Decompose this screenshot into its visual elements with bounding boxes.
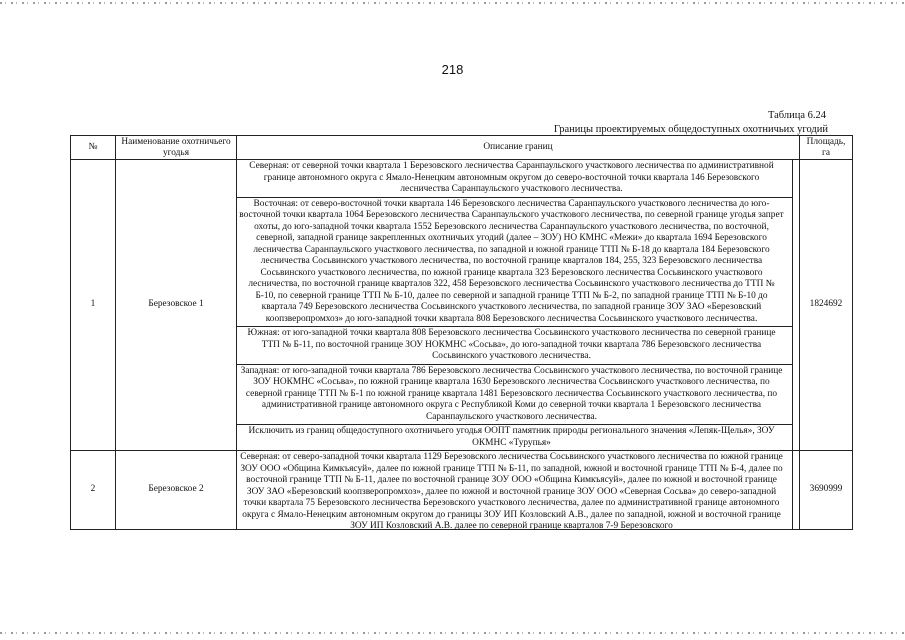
- table-title: Границы проектируемых общедоступных охотничьих угодий: [553, 124, 828, 135]
- row-number: 2: [71, 451, 116, 530]
- row-area: 3690999: [800, 451, 853, 530]
- row-area: 1824692: [800, 160, 853, 451]
- boundary-west: Западная: от юго-западной точки квартала 786 Березовского лесничества Сосьвинского участкового лесничества, по восточной границе ЗОУ НОКМНС «Сосьва», по южной границе квартала 1630 Березовского лесничества Сосьвинского участкового лесничества, по северной границе ТТП № Б-1 по южной границе квартала 1481 Березовского лесничества Сосьвинского участкового лесничества, по административной границе автономного округа с Республикой Коми до северной точки квартала 1 Березовского лесничества Саранпаульского участкового лесничества.: [237, 365, 793, 426]
- header-boundary-description: Описание границ: [237, 136, 800, 160]
- row-descriptions: [237, 451, 800, 530]
- table-row: [71, 160, 853, 451]
- boundary-east: Восточная: от северо-восточной точки квартала 146 Березовского лесничества Саранпаульского участкового лесничества до юго-восточной точки квартала 1064 Березовского лесничества Саранпаульского участкового лесничества, по северной границе угодья запрет охоты, до юго-западной точки квартала 1552 Березовского лесничества Саранпаульского участкового лесничества, по восточной, северной, западной границе закрепленных охотничьих угодий (далее – ЗОУ) НО КМНС «Межи» до квартала 1694 Березовского лесничества Саранпаульского участкового лесничества, по западной и южной границе ТТП № Б-18 до квартала 184 Березовского лесничества Сосьвинского участкового лесничества, по восточной границе кварталов 184, 255, 323 Березовского лесничества Сосьвинского участкового лесничества, по южной границе квартала 323 Березовского лесничества Сосьвинского участкового лесничества, по восточной границе кварталов 322, 458 Березовского лесничества Сосьвинского участкового лесничества до ТТП № Б-10, по северной границе ТТП № Б-10, далее по северной и западной границе ТТП № Б-2, по западной границе ТТП № Б-10 до квартала 749 Березовского лесничества Сосьвинского участкового лесничества, по западной границе ЗОУ ЗАО «Березовский коопзверопромхоз» до юго-западной точки квартала 808 Березовского лесничества Сосьвинского участкового лесничества.: [237, 198, 793, 328]
- row-descriptions: [237, 160, 800, 451]
- header-number: №: [71, 136, 116, 160]
- row-number: 1: [71, 160, 116, 451]
- scan-edge-bottom: [0, 632, 905, 634]
- boundary-north: Северная: от северо-западной точки квартала 1129 Березовского лесничества Сосьвинского участкового лесничества по южной границе ЗОУ ООО «Община Кимкъясуй», далее по южной границе ТТП № Б-11, по западной, южной и восточной границе ТТП № Б-4, далее по восточной границе ТТП № Б-11, далее по восточной границе ЗОУ ООО «Община Кимкъясуй», далее по южной и восточной границе ЗОУ ЗАО «Березовский коопзверопромхоз», далее по южной и восточной границе ЗОУ ООО «Северная Сосьва» до северо-западной точки квартала 75 Березовского лесничества Березовского участкового лесничества, далее по административной границе автономного округа с Ямало-Ненецким автономным округом до границы ЗОУ ИП Козловский А.В., далее по западной, южной и восточной границе ЗОУ ИП Козловский А.В. далее по северной границе кварталов 7-9 Березовского: [237, 451, 793, 529]
- header-area: Площадь, га: [800, 136, 853, 160]
- boundary-exclusion: Исключить из границ общедоступного охотничьего угодья ООПТ памятник природы регионального значения «Лепяк-Щелья», ЗОУ ОКМНС «Турупья»: [237, 425, 793, 450]
- row-hunting-ground-name: Березовское 2: [116, 451, 237, 530]
- page-number: 218: [441, 62, 464, 77]
- table-row: [71, 451, 853, 530]
- table-label: Таблица 6.24: [767, 110, 826, 121]
- boundary-north: Северная: от северной точки квартала 1 Березовского лесничества Саранпаульского участкового лесничества по административной границе автономного округа с Ямало-Ненецким автономным округом до северо-восточной точки квартала 146 Березовского лесничества Саранпаульского участкового лесничества.: [237, 160, 793, 198]
- table-header-row: [71, 136, 853, 160]
- scan-edge-top: [0, 2, 905, 4]
- boundary-south: Южная: от юго-западной точки квартала 808 Березовского лесничества Сосьвинского участкового лесничества по северной границе ТТП № Б-11, по восточной границе ЗОУ НОКМНС «Сосьва», до юго-западной точки квартала 786 Березовского лесничества Сосьвинского участкового лесничества.: [237, 327, 793, 365]
- boundaries-table: [70, 135, 853, 530]
- row-hunting-ground-name: Березовское 1: [116, 160, 237, 451]
- header-hunting-ground-name: Наименование охотничьего угодья: [116, 136, 237, 160]
